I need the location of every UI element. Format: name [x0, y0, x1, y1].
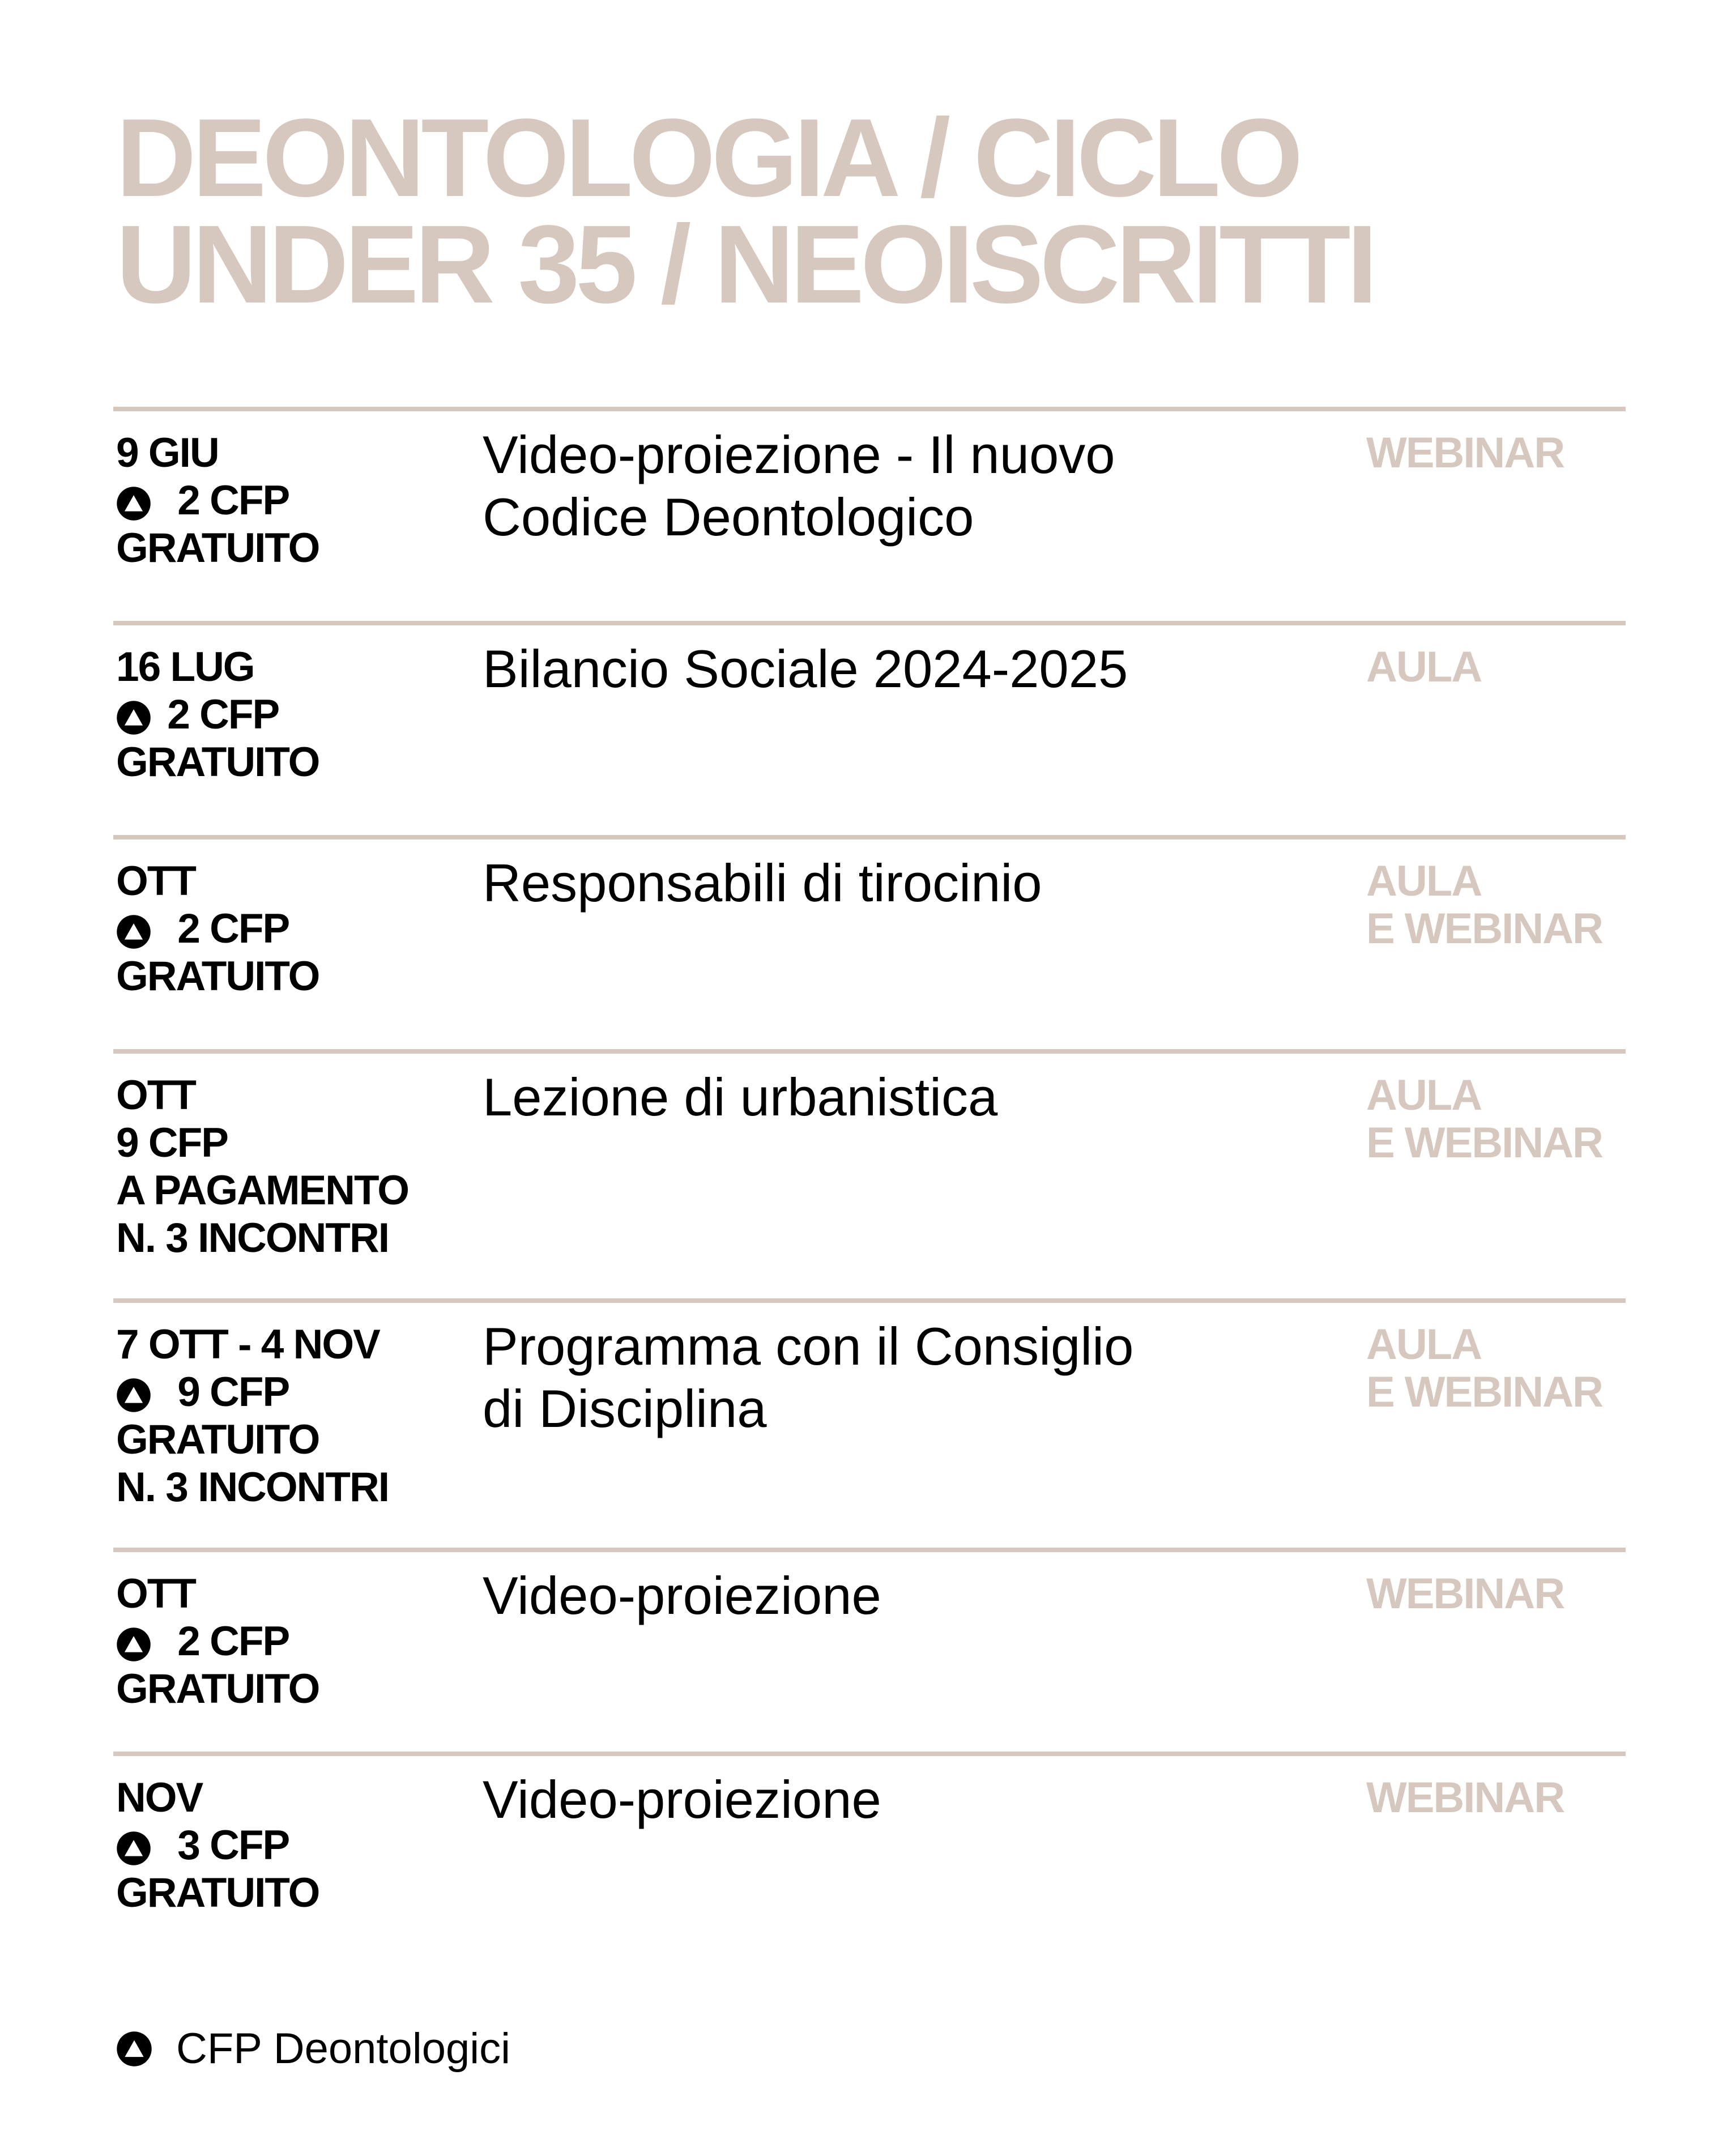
deontological-cfp-icon [116, 1831, 151, 1866]
page-title [116, 96, 1645, 326]
event-cfp-value: 9 CFP [116, 1120, 228, 1166]
event-price: GRATUITO [116, 953, 319, 999]
event-title [483, 1565, 1389, 1627]
event-meta [116, 1072, 467, 1262]
event-meta [116, 429, 467, 572]
event-mode-line: WEBINAR [1366, 1774, 1564, 1822]
event-meetings: N. 3 INCONTRI [116, 1464, 389, 1510]
event-cfp-value: 2 CFP [177, 1618, 289, 1664]
event-title [483, 852, 1389, 914]
events-list [113, 407, 1626, 1955]
event-cfp-value: 3 CFP [177, 1822, 289, 1868]
event-mode-line: E WEBINAR [1366, 1119, 1602, 1167]
event-mode [1366, 644, 1626, 691]
event-cfp [116, 1369, 467, 1416]
legend [116, 2023, 510, 2074]
event-title [483, 1769, 1389, 1831]
event-row [113, 407, 1626, 621]
event-mode-line: E WEBINAR [1366, 905, 1602, 953]
deontological-cfp-icon [116, 486, 151, 521]
event-mode [1366, 1321, 1626, 1416]
event-cfp [116, 477, 467, 525]
event-cfp-value: 2 CFP [177, 906, 289, 952]
legend-label: CFP Deontologici [176, 2025, 511, 2073]
deontological-cfp-icon [116, 2031, 152, 2067]
event-mode [1366, 1570, 1626, 1618]
event-date: 9 GIU [116, 430, 219, 476]
deontological-cfp-icon [116, 914, 151, 949]
event-title-line: Video-proiezione [483, 1770, 881, 1829]
event-mode [1366, 429, 1626, 477]
event-cfp [116, 905, 467, 953]
event-meta [116, 1570, 467, 1713]
event-mode-line: AULA [1366, 1071, 1482, 1119]
event-mode-line: AULA [1366, 1320, 1482, 1369]
event-price: GRATUITO [116, 1666, 319, 1712]
event-title-line: di Disciplina [483, 1379, 767, 1438]
event-title [483, 638, 1389, 700]
event-row [113, 1298, 1626, 1548]
event-row [113, 835, 1626, 1049]
event-title-line: Responsabili di tirocinio [483, 853, 1042, 913]
deontological-cfp-icon [116, 1627, 151, 1662]
event-title-line: Programma con il Consiglio [483, 1316, 1134, 1376]
event-price: GRATUITO [116, 1417, 319, 1463]
event-price: GRATUITO [116, 1870, 319, 1916]
event-price: GRATUITO [116, 739, 319, 785]
event-mode-line: E WEBINAR [1366, 1368, 1602, 1416]
event-title-line: Codice Deontologico [483, 487, 974, 547]
event-row [113, 1752, 1626, 1955]
event-title [483, 1066, 1389, 1128]
page-title-line-1: DEONTOLOGIA / CICLO [116, 96, 1299, 220]
event-price: A PAGAMENTO [116, 1168, 409, 1213]
event-cfp-value: 2 CFP [177, 478, 289, 523]
event-title [483, 424, 1389, 548]
event-cfp-value: 2 CFP [167, 692, 279, 738]
event-mode-line: WEBINAR [1366, 1570, 1564, 1618]
event-title-line: Video-proiezione - Il nuovo [483, 425, 1115, 484]
event-title [483, 1315, 1389, 1440]
event-date: OTT [116, 858, 195, 904]
event-cfp [116, 1822, 467, 1869]
event-title-line: Video-proiezione [483, 1566, 881, 1625]
event-meetings: N. 3 INCONTRI [116, 1215, 389, 1261]
event-meta [116, 858, 467, 1000]
deontological-cfp-icon [116, 700, 151, 735]
event-mode [1366, 858, 1626, 953]
event-mode [1366, 1072, 1626, 1167]
event-mode-line: AULA [1366, 643, 1482, 691]
event-title-line: Bilancio Sociale 2024-2025 [483, 639, 1128, 698]
event-date: 16 LUG [116, 644, 254, 690]
event-cfp [116, 691, 467, 739]
event-meta [116, 1774, 467, 1917]
event-row [113, 1548, 1626, 1752]
event-row [113, 621, 1626, 835]
event-meta [116, 1321, 467, 1511]
page-title-line-2: UNDER 35 / NEOISCRITTI [116, 202, 1374, 326]
event-mode-line: AULA [1366, 857, 1482, 905]
event-mode-line: WEBINAR [1366, 429, 1564, 477]
event-date: OTT [116, 1072, 195, 1118]
event-meta [116, 644, 467, 786]
event-cfp-value: 9 CFP [177, 1369, 289, 1415]
event-row [113, 1049, 1626, 1298]
event-cfp [116, 1618, 467, 1665]
event-mode [1366, 1774, 1626, 1822]
event-date: NOV [116, 1775, 203, 1821]
event-title-line: Lezione di urbanistica [483, 1067, 998, 1127]
event-price: GRATUITO [116, 525, 319, 571]
deontological-cfp-icon [116, 1378, 151, 1413]
event-date: OTT [116, 1571, 195, 1617]
event-date: 7 OTT - 4 NOV [116, 1322, 380, 1367]
